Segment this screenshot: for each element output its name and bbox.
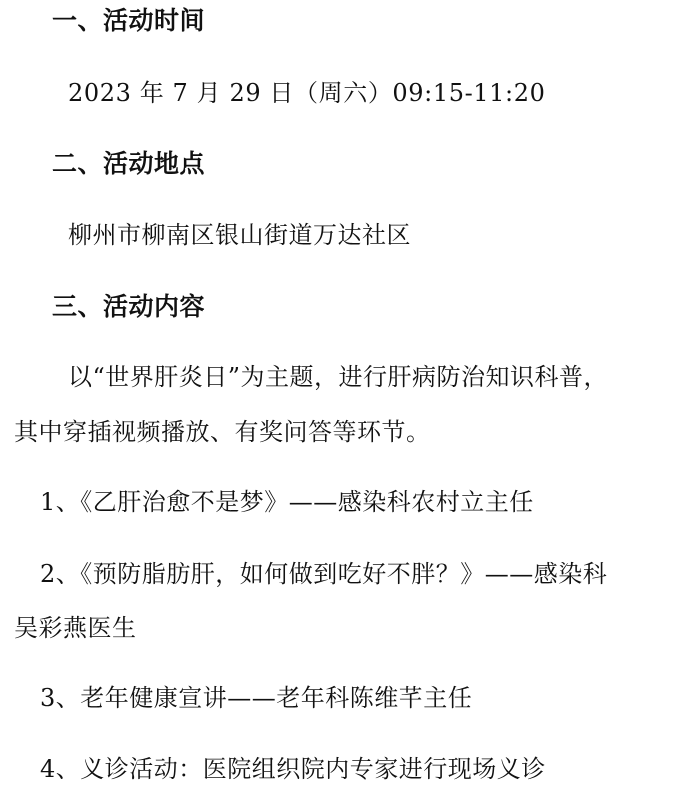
program-item-1: 1、《乙肝治愈不是梦》——感染科农村立主任 xyxy=(40,488,534,516)
program-item-3: 3、老年健康宣讲——老年科陈维芊主任 xyxy=(40,684,473,712)
program-item-2-line-2: 吴彩燕医生 xyxy=(14,614,137,642)
activity-location-text: 柳州市柳南区银山街道万达社区 xyxy=(68,221,411,249)
activity-time-text: 2023 年 7 月 29 日（周六）09:15-11:20 xyxy=(68,79,546,107)
section-heading-content: 三、活动内容 xyxy=(52,292,206,321)
section-heading-time: 一、活动时间 xyxy=(52,6,206,35)
program-item-4: 4、义诊活动：医院组织院内专家进行现场义诊 xyxy=(40,755,546,783)
activity-intro-line-1: 以“世界肝炎日”为主题，进行肝病防治知识科普， xyxy=(68,363,609,391)
section-heading-location: 二、活动地点 xyxy=(52,149,206,178)
activity-intro-line-2: 其中穿插视频播放、有奖问答等环节。 xyxy=(14,418,431,446)
program-item-2-line-1: 2、《预防脂肪肝，如何做到吃好不胖？》——感染科 xyxy=(40,560,608,588)
